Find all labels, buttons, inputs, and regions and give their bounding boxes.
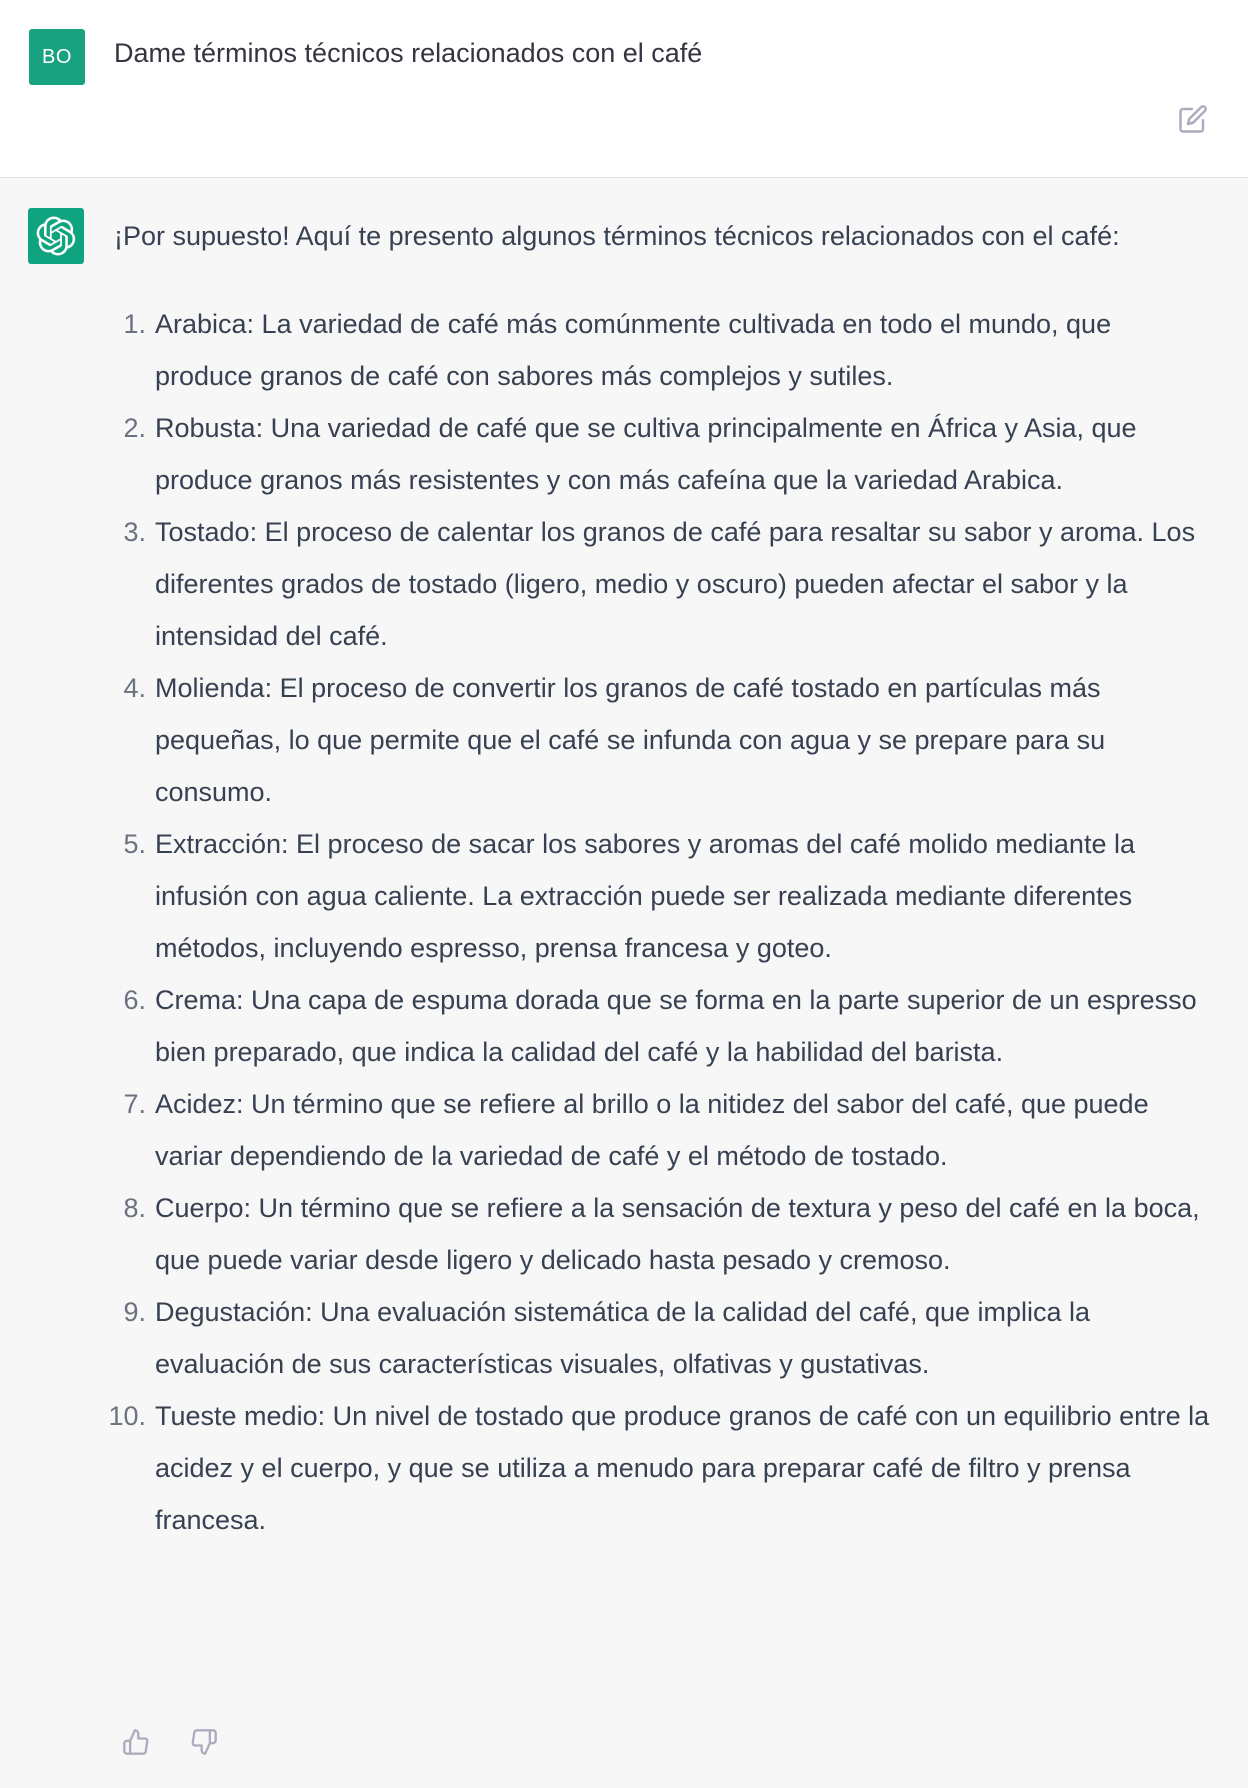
thumbs-up-button[interactable]	[120, 1726, 152, 1758]
list-item	[108, 1390, 1214, 1546]
assistant-avatar	[28, 208, 84, 264]
edit-icon	[1178, 104, 1208, 134]
list-item-text: Robusta: Una variedad de café que se cultiva principalmente en África y Asia, que produce granos más resistentes y con más cafeína que la variedad Arabica.	[155, 413, 1137, 495]
assistant-message-row	[0, 178, 1248, 1788]
list-item-number: 7.	[123, 1089, 146, 1119]
list-item	[114, 402, 1214, 506]
list-item	[114, 1182, 1214, 1286]
list-item-number: 1.	[123, 309, 146, 339]
assistant-intro-text: ¡Por supuesto! Aquí te presento algunos términos técnicos relacionados con el café:	[114, 221, 1120, 251]
list-item-text: Tueste medio: Un nivel de tostado que produce granos de café con un equilibrio entre la acidez y el cuerpo, y que se utiliza a menudo para preparar café de filtro y prensa francesa.	[155, 1401, 1210, 1535]
edit-message-button[interactable]	[1176, 102, 1210, 136]
list-item-text: Crema: Una capa de espuma dorada que se forma en la parte superior de un espresso bien preparado, que indica la calidad del café y la habilidad del barista.	[155, 985, 1197, 1067]
list-item-number: 8.	[123, 1193, 146, 1223]
list-item-number: 2.	[123, 413, 146, 443]
user-avatar	[29, 29, 85, 85]
list-item	[114, 1286, 1214, 1390]
thumbs-up-icon	[122, 1728, 150, 1756]
user-message-row	[0, 0, 1248, 178]
terms-list	[108, 298, 1214, 1546]
list-item	[114, 974, 1214, 1078]
list-item-number: 3.	[123, 517, 146, 547]
list-item	[114, 662, 1214, 818]
thumbs-down-icon	[190, 1728, 218, 1756]
list-item-text: Arabica: La variedad de café más comúnmente cultivada en todo el mundo, que produce granos de café con sabores más complejos y sutiles.	[155, 309, 1112, 391]
list-item	[114, 298, 1214, 402]
list-item	[114, 818, 1214, 974]
feedback-buttons	[120, 1726, 220, 1758]
list-item-number: 9.	[123, 1297, 146, 1327]
list-item-number: 6.	[123, 985, 146, 1015]
list-item	[114, 506, 1214, 662]
list-item-text: Acidez: Un término que se refiere al brillo o la nitidez del sabor del café, que puede variar dependiendo de la variedad de café y el método de tostado.	[155, 1089, 1149, 1171]
user-message-text: Dame términos técnicos relacionados con el café	[114, 38, 703, 68]
list-item-text: Degustación: Una evaluación sistemática de la calidad del café, que implica la evaluación de sus características visuales, olfativas y gustativas.	[155, 1297, 1091, 1379]
list-item-text: Extracción: El proceso de sacar los sabores y aromas del café molido mediante la infusión con agua caliente. La extracción puede ser realizada mediante diferentes métodos, incluyendo espresso, prensa francesa y goteo.	[155, 829, 1135, 963]
list-item-text: Cuerpo: Un término que se refiere a la sensación de textura y peso del café en la boca, que puede variar desde ligero y delicado hasta pesado y cremoso.	[155, 1193, 1200, 1275]
list-item	[114, 1078, 1214, 1182]
list-item-number: 5.	[123, 829, 146, 859]
openai-logo-icon	[36, 216, 76, 256]
user-avatar-initials: BO	[42, 45, 72, 68]
list-item-text: Tostado: El proceso de calentar los granos de café para resaltar su sabor y aroma. Los diferentes grados de tostado (ligero, medio y oscuro) pueden afectar el sabor y la intensidad del café.	[155, 517, 1196, 651]
list-item-number: 10.	[108, 1401, 146, 1431]
assistant-message-content	[108, 210, 1214, 1546]
thumbs-down-button[interactable]	[188, 1726, 220, 1758]
list-item-text: Molienda: El proceso de convertir los granos de café tostado en partículas más pequeñas, lo que permite que el café se infunda con agua y se prepare para su consumo.	[155, 673, 1106, 807]
list-item-number: 4.	[123, 673, 146, 703]
